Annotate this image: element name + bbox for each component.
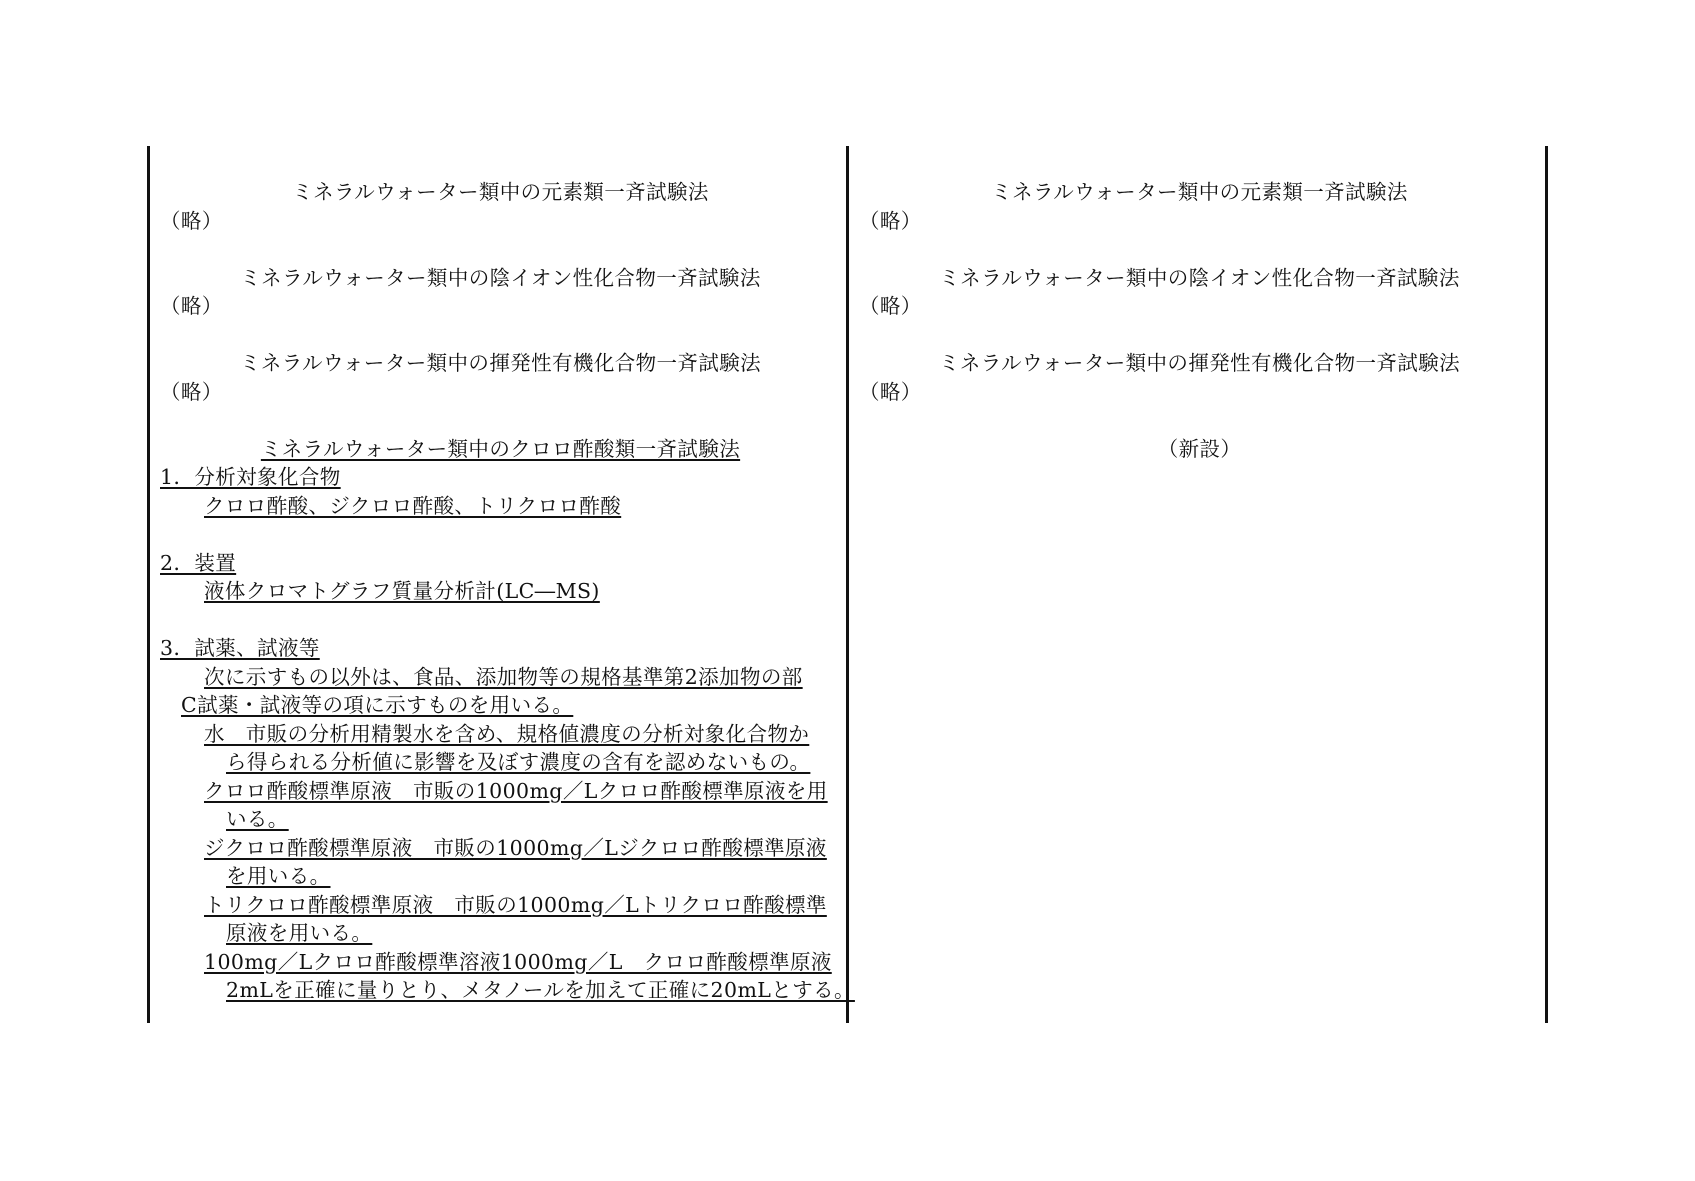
section-3-title xyxy=(160,634,841,663)
spacer xyxy=(160,406,841,435)
spacer xyxy=(859,321,1540,350)
heading-anions: ミネラルウォーター類中の陰イオン性化合物一斉試験法 xyxy=(240,265,761,290)
right-border-rule xyxy=(1545,146,1548,1023)
new-section-marker: （新設） xyxy=(1157,436,1242,461)
section-2-title xyxy=(160,549,841,578)
reagent-mca-text-1: クロロ酢酸標準原液 市販の1000mg／Lクロロ酢酸標準原液を用 xyxy=(204,778,828,803)
spacer xyxy=(160,235,841,264)
reagent-water-text-1: 水 市販の分析用精製水を含め、規格値濃度の分析対象化合物か xyxy=(204,721,810,746)
reagent-water-line-1 xyxy=(160,720,841,749)
heading-anions: ミネラルウォーター類中の陰イオン性化合物一斉試験法 xyxy=(939,265,1460,290)
section-3-title-text: 3．試薬、試液等 xyxy=(160,636,320,660)
reagent-water-text-2: ら得られる分析値に影響を及ぼす濃度の含有を認めないもの。 xyxy=(226,750,811,774)
section-3-intro-line-1 xyxy=(160,663,841,692)
section-3-intro-text-2: C試薬・試液等の項に示すものを用いる。 xyxy=(181,693,574,717)
reagent-std100-line-1 xyxy=(160,948,841,977)
heading-chloroacetic-acids xyxy=(160,435,841,464)
heading-chloroacetic-text: ミネラルウォーター類中のクロロ酢酸類一斉試験法 xyxy=(260,436,741,461)
heading-elements: ミネラルウォーター類中の元素類一斉試験法 xyxy=(991,180,1408,204)
revised-text-column xyxy=(160,178,855,1005)
reagent-mca-line-1 xyxy=(160,777,841,806)
omitted-marker: （略） xyxy=(160,379,223,404)
center-divider-rule xyxy=(846,146,849,1023)
omitted-marker: （略） xyxy=(859,379,922,404)
reagent-water-line-2 xyxy=(160,748,841,777)
reagent-tca-text-1: トリクロロ酢酸標準原液 市販の1000mg／Lトリクロロ酢酸標準 xyxy=(204,892,827,917)
reagent-std100-text-1: 100mg／Lクロロ酢酸標準溶液1000mg／L クロロ酢酸標準原液 xyxy=(204,949,832,974)
section-3-intro-line-2 xyxy=(160,691,841,720)
left-border-rule xyxy=(147,146,150,1023)
reagent-mca-line-2 xyxy=(160,805,841,834)
section-1-body-text: クロロ酢酸、ジクロロ酢酸、トリクロロ酢酸 xyxy=(204,493,622,518)
section-1-title xyxy=(160,463,841,492)
spacer xyxy=(160,321,841,350)
section-3-intro-text-1: 次に示すもの以外は、食品、添加物等の規格基準第2添加物の部 xyxy=(204,664,803,689)
current-text-column xyxy=(859,178,1540,463)
reagent-dca-line-2 xyxy=(160,862,841,891)
spacer xyxy=(859,406,1540,435)
omitted-marker: （略） xyxy=(859,294,922,318)
reagent-dca-text-1: ジクロロ酢酸標準原液 市販の1000mg／Lジクロロ酢酸標準原液 xyxy=(204,835,827,860)
reagent-std100-line-2 xyxy=(160,976,855,1005)
heading-elements: ミネラルウォーター類中の元素類一斉試験法 xyxy=(292,180,709,204)
section-2-body xyxy=(160,577,841,606)
reagent-mca-text-2: いる。 xyxy=(226,807,289,831)
omitted-marker: （略） xyxy=(160,208,223,233)
heading-voc: ミネラルウォーター類中の揮発性有機化合物一斉試験法 xyxy=(938,351,1461,375)
omitted-marker: （略） xyxy=(859,208,922,233)
section-1-title-text: 1．分析対象化合物 xyxy=(160,465,341,489)
section-1-body xyxy=(160,492,841,521)
section-2-title-text: 2．装置 xyxy=(160,550,237,575)
reagent-dca-text-2: を用いる。 xyxy=(226,864,331,888)
reagent-dca-line-1 xyxy=(160,834,841,863)
spacer xyxy=(160,520,841,549)
reagent-tca-line-2 xyxy=(160,919,841,948)
reagent-tca-text-2: 原液を用いる。 xyxy=(226,921,373,945)
heading-voc: ミネラルウォーター類中の揮発性有機化合物一斉試験法 xyxy=(239,351,762,375)
reagent-tca-line-1 xyxy=(160,891,841,920)
spacer xyxy=(160,606,841,635)
reagent-std100-text-2: 2mLを正確に量りとり、メタノールを加えて正確に20mLとする。 xyxy=(226,978,855,1002)
omitted-marker: （略） xyxy=(160,294,223,318)
spacer xyxy=(859,235,1540,264)
section-2-body-text: 液体クロマトグラフ質量分析計(LC―MS) xyxy=(204,579,600,603)
